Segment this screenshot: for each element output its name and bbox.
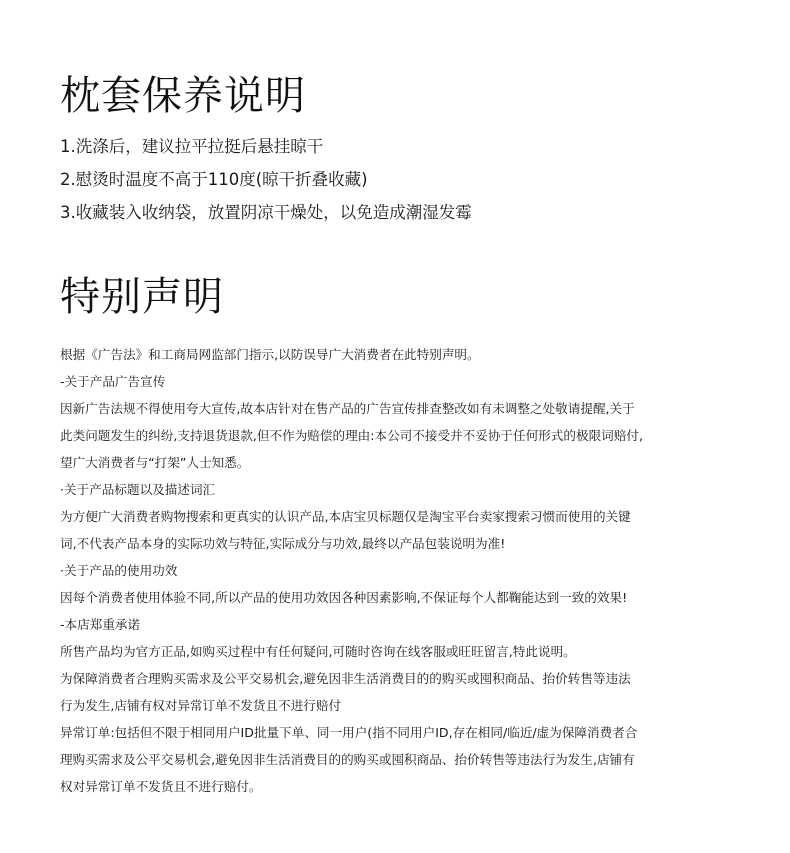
notice-line: 此类问题发生的纠纷,支持退货退款,但不作为赔偿的理由:本公司不接受并不妥协于任何形式的极限词赔付, [60, 428, 643, 443]
care-instructions-title: 枕套保养说明 [60, 73, 306, 119]
notice-line: 因每个消费者使用体验不同,所以产品的使用功效因各种因素影响,不保证每个人都鞠能达到一致的效果! [60, 590, 628, 605]
care-instruction-item: 2.慰烫时温度不高于110度(晾干折叠收藏) [60, 170, 368, 189]
notice-line: 理购买需求及公平交易机会,避免因非生活消费目的的购买或囤积商品、抬价转售等违法行为发生,店铺有 [60, 752, 635, 767]
notice-subheading: -本店郑重承诺 [60, 617, 141, 632]
notice-line: 为保障消费者合理购买需求及公平交易机会,避免因非生活消费目的的购买或囤积商品、抬价转售等违法 [60, 671, 631, 686]
notice-line: 行为发生,店铺有权对异常订单不发货且不进行赔付 [60, 698, 342, 713]
notice-subheading: -关于产品广告宣传 [60, 374, 166, 389]
care-instruction-item: 3.收藏装入收纳袋，放置阴凉干燥处，以免造成潮湿发霉 [60, 203, 472, 222]
notice-line: 权对异常订单不发货且不进行赔付。 [60, 779, 262, 794]
notice-line: 根据《广告法》和工商局网监部门指示,以防误导广大消费者在此特别声明。 [60, 347, 480, 362]
care-instructions-list [60, 130, 472, 229]
notice-line: 望广大消费者与“打架”人士知悉。 [60, 455, 250, 470]
notice-line: 异常订单:包括但不限于相同用户ID批量下单、同一用户(指不同用户ID,存在相同/临近/虚为保障消费者合 [60, 725, 638, 740]
notice-line: 因新广告法规不得使用夸大宣传,故本店针对在售产品的广告宣传排查整改如有未调整之处敬请提醒,关于 [60, 401, 635, 416]
special-notice-title: 特别声明 [60, 274, 224, 320]
notice-subheading: ·关于产品的使用功效 [60, 563, 178, 578]
special-notice-body [60, 341, 730, 800]
notice-line: 词,不代表产品本身的实际功效与特征,实际成分与功效,最终以产品包装说明为准! [60, 536, 506, 551]
notice-subheading: ·关于产品标题以及描述词汇 [60, 482, 216, 497]
notice-line: 所售产品均为官方正品,如购买过程中有任何疑问,可随时咨询在线客服或旺旺留言,特此说明。 [60, 644, 576, 659]
care-instruction-item: 1.洗涤后，建议拉平拉挺后悬挂晾干 [60, 137, 324, 156]
notice-line: 为方便广大消费者购物搜索和更真实的认识产品,本店宝贝标题仅是淘宝平台卖家搜索习惯而使用的关键 [60, 509, 631, 524]
